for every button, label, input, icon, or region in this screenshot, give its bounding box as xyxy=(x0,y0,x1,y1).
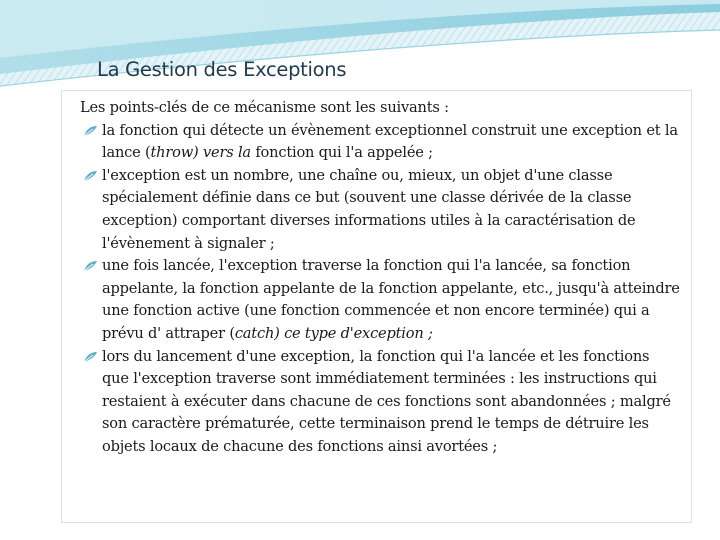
bullet-item xyxy=(80,346,680,459)
header-wave-decoration xyxy=(0,0,720,100)
slide-title: La Gestion des Exceptions xyxy=(97,58,347,81)
bullet-text: lors du lancement d'une exception, la fonction qui l'a lancée et les fonctions que l'exception traverse sont immédiatement terminées : les instructions qui restaient à exécuter dans chacune de ces fonctions sont abandonnées ; malgré son caractère prématurée, cette terminaison prend le temps de détruire les objets locaux de chacune des fonctions ainsi avortées ; xyxy=(102,347,671,455)
feather-bullet-icon xyxy=(83,125,98,137)
bullet-text: une fois lancée, l'exception traverse la fonction qui l'a lancée, sa fonction appelante, la fonction appelante de la fonction appelante, etc., jusqu'à atteindre une fonction active (une fonction commencée et non encore terminée) qui a prévu d' attraper ( xyxy=(102,257,680,342)
bullet-item xyxy=(80,255,680,345)
bullet-text: l'exception est un nombre, une chaîne ou, mieux, un objet d'une classe spécialement définie dans ce but (souvent une classe dérivée de la classe exception) comportant diverses informations utiles à la caractérisation de l'évènement à signaler ; xyxy=(102,166,636,252)
bullet-emphasis: catch) ce type d'exception ; xyxy=(234,324,433,342)
feather-bullet-icon xyxy=(83,351,98,363)
bullet-list xyxy=(80,120,680,459)
bullet-item xyxy=(80,120,680,165)
feather-bullet-icon xyxy=(83,170,98,182)
bullet-emphasis: throw) vers la xyxy=(150,144,251,162)
slide-body xyxy=(80,97,680,459)
intro-text: Les points-clés de ce mécanisme sont les suivants : xyxy=(80,99,449,116)
bullet-item xyxy=(80,165,680,255)
bullet-text-end: fonction qui l'a appelée ; xyxy=(250,144,433,162)
bullet-text: la fonction qui détecte un évènement exceptionnel construit une exception et la lance ( xyxy=(102,121,678,162)
feather-bullet-icon xyxy=(83,260,98,272)
